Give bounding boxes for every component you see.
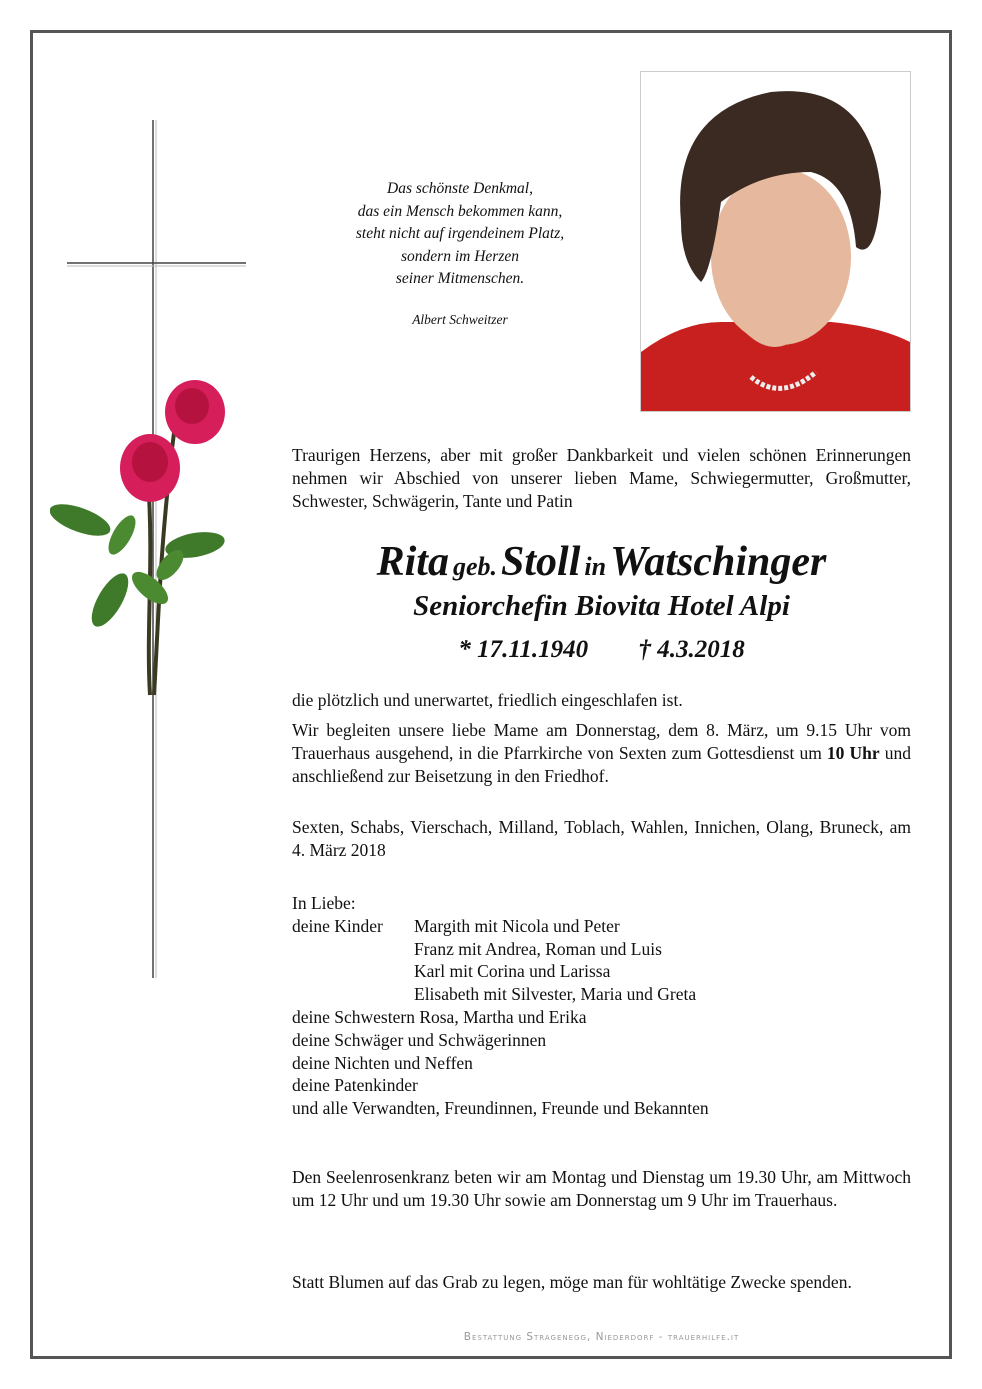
family-list	[292, 892, 911, 1120]
passed-text: die plötzlich und unerwartet, friedlich eingeschlafen ist.	[292, 690, 683, 710]
death-date: † 4.3.2018	[638, 636, 745, 663]
family-entry: deine Schwäger und Schwägerinnen	[292, 1029, 547, 1050]
deceased-name	[292, 538, 911, 586]
geb-label: geb.	[452, 552, 498, 581]
family-entry: und alle Verwandten, Freundinnen, Freunde und Bekannten	[292, 1098, 709, 1119]
places-text: Sexten, Schabs, Vierschach, Milland, Toblach, Wahlen, Innichen, Olang, Bruneck, am 4. März 2018	[292, 817, 911, 860]
funeral-part: und anschließend zur Beisetzung in den Friedhof.	[292, 742, 912, 786]
portrait-photo	[640, 71, 911, 412]
funeral-text	[292, 719, 911, 787]
family-entry: deine Schwestern Rosa, Martha und Erika	[292, 1006, 587, 1027]
in-love-label: In Liebe:	[292, 893, 356, 913]
funeral-part: Wir begleiten unsere liebe Mame am Donnerstag, dem 8. März, um 9.15 Uhr vom Trauerhaus ausgehend, in die Pfarrkirche von Sexten zum Gottesdienst um	[292, 720, 911, 763]
child-entry: Franz mit Andrea, Roman und Luis	[414, 938, 662, 959]
family-entry: deine Patenkinder	[292, 1075, 418, 1096]
child-entry: Margith mit Nicola und Peter	[414, 915, 620, 936]
flowers-text: Statt Blumen auf das Grab zu legen, möge man für wohltätige Zwecke spenden.	[292, 1272, 852, 1292]
first-name: Rita	[376, 539, 449, 585]
intro-text: Traurigen Herzens, aber mit großer Dankbarkeit und vielen schönen Erinnerungen nehmen wir Abschied von unserer lieben Mame, Schwiegermutter, Großmutter, Schwester, Schwägerin, Tante und Patin	[292, 445, 911, 511]
quote-line: das ein Mensch bekommen kann,	[357, 202, 563, 220]
last-name: Watschinger	[610, 539, 827, 585]
birth-date: * 17.11.1940	[458, 636, 589, 663]
in-label: in	[584, 552, 607, 581]
family-entry: deine Nichten und Neffen	[292, 1052, 473, 1073]
quote-author: Albert Schweitzer	[412, 311, 508, 327]
quote-line: sondern im Herzen	[401, 247, 519, 265]
quote-line: seiner Mitmenschen.	[395, 270, 525, 287]
cross-with-roses-icon	[50, 110, 250, 990]
subtitle: Seniorchefin Biovita Hotel Alpi	[413, 590, 790, 622]
child-entry: Karl mit Corina und Larissa	[414, 961, 611, 982]
child-entry: Elisabeth mit Silvester, Maria und Greta	[414, 984, 697, 1005]
rosary-text: Den Seelenrosenkranz beten wir am Montag und Dienstag um 19.30 Uhr, am Mittwoch um 12 Uhr und um 19.30 Uhr sowie am Donnerstag um 9 Uhr im Trauerhaus.	[292, 1167, 911, 1210]
maiden-name: Stoll	[501, 539, 581, 585]
quote-block	[330, 178, 590, 331]
children-label: deine Kinder	[292, 915, 383, 936]
quote-line: Das schönste Denkmal,	[387, 180, 533, 197]
life-dates	[292, 636, 911, 664]
quote-line: steht nicht auf irgendeinem Platz,	[355, 225, 565, 242]
funeral-time: 10 Uhr	[826, 742, 880, 763]
footer-credit: Bestattung Stragenegg, Niederdorf - trauerhilfe.it	[463, 1331, 740, 1343]
